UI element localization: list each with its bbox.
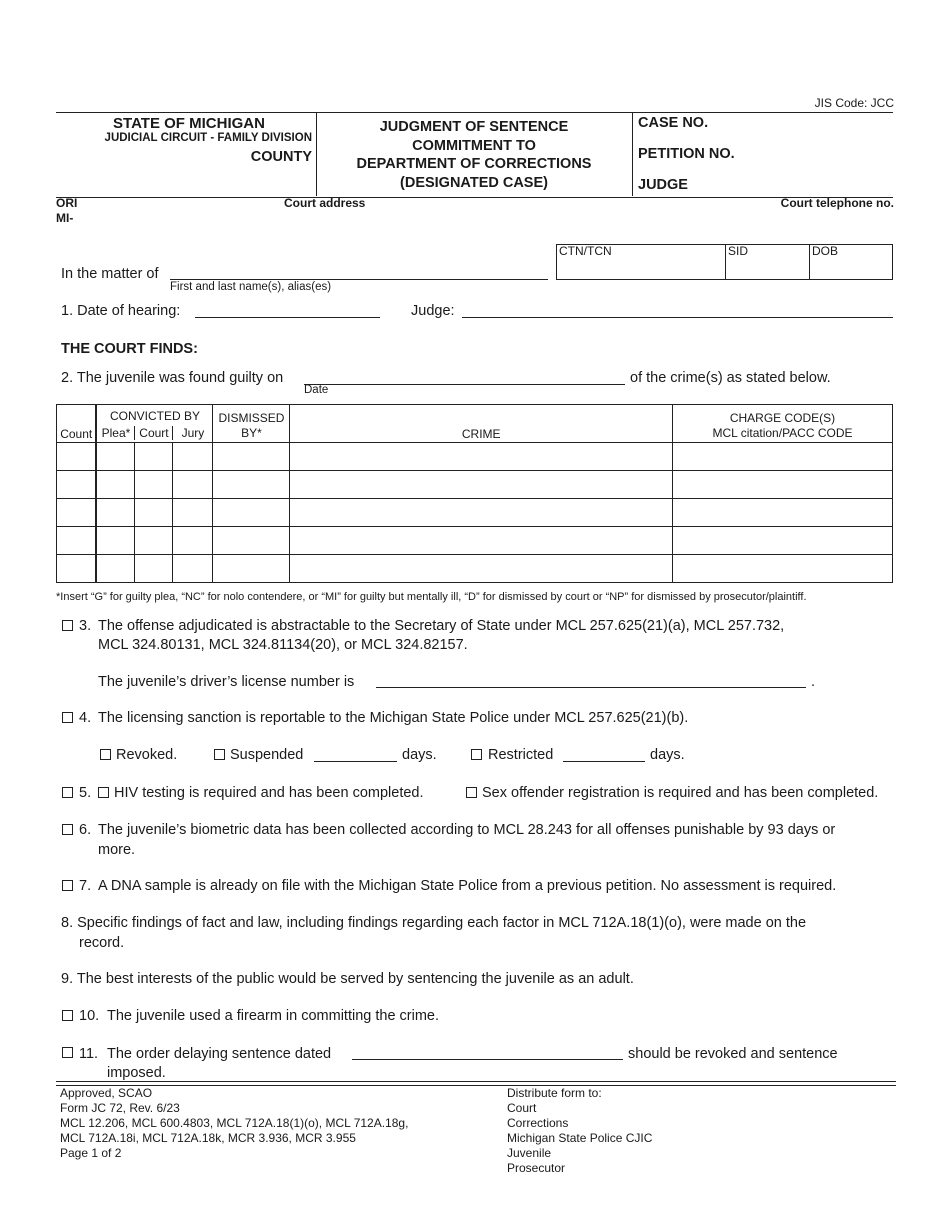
cell-count[interactable]: [57, 527, 97, 555]
cell-crime[interactable]: [290, 471, 673, 499]
id-divider-1: [725, 244, 726, 280]
mcl-citations-2: MCL 712A.18i, MCL 712A.18k, MCR 3.936, MCR 3.955: [60, 1131, 356, 1145]
distribute-juvenile: Juvenile: [507, 1146, 552, 1160]
restricted-checkbox[interactable]: [471, 749, 482, 760]
cell-jury[interactable]: [172, 499, 213, 527]
cell-court[interactable]: [134, 471, 172, 499]
mcl-citation-label: MCL citation/PACC CODE: [712, 426, 853, 440]
cell-court[interactable]: [134, 499, 172, 527]
petition-no-label: PETITION NO.: [638, 146, 735, 162]
form-title: [316, 118, 632, 192]
item11-line2: imposed.: [107, 1065, 166, 1081]
cell-court[interactable]: [134, 555, 172, 583]
cell-charge-code[interactable]: [673, 443, 893, 471]
table-row: [57, 471, 893, 499]
title-line-1: JUDGMENT OF SENTENCE: [379, 119, 569, 135]
convicted-by-subheaders: [97, 426, 212, 440]
item10-text: The juvenile used a firearm in committing the crime.: [107, 1008, 440, 1024]
item6-line1: The juvenile’s biometric data has been collected according to MCL 28.243 for all offenses punishable by 93 days or: [98, 822, 836, 838]
approved-label: Approved, SCAO: [60, 1086, 153, 1100]
matter-sublabel: First and last name(s), alias(es): [170, 281, 332, 293]
ctn-label: CTN/TCN: [559, 244, 612, 258]
item3-line1: The offense adjudicated is abstractable to the Secretary of State under MCL 257.625(21)(a), MCL 257.732,: [98, 618, 785, 634]
item5-num: 5.: [79, 785, 92, 801]
item11-suffix: should be revoked and sentence: [628, 1046, 838, 1062]
header-divider-2: [632, 112, 633, 196]
court-address-label: Court address: [284, 196, 366, 210]
matter-label: In the matter of: [61, 266, 159, 282]
item9-text: 9. The best interests of the public would be served by sentencing the juvenile as an adult.: [61, 971, 634, 987]
item2-suffix: of the crime(s) as stated below.: [630, 370, 831, 386]
mi-label: MI-: [56, 211, 74, 225]
convicted-by-label: CONVICTED BY: [109, 409, 200, 423]
license-number-field[interactable]: [376, 687, 806, 688]
hiv-checkbox[interactable]: [98, 787, 109, 798]
form-number: Form JC 72, Rev. 6/23: [60, 1101, 180, 1115]
crime-table: [56, 404, 893, 583]
item7-text: A DNA sample is already on file with the Michigan State Police from a previous petition. No assessment is required.: [98, 878, 837, 894]
item4-num: 4.: [79, 710, 92, 726]
item11-prefix: The order delaying sentence dated: [107, 1046, 332, 1062]
header-count: Count: [57, 405, 97, 443]
cell-court[interactable]: [134, 443, 172, 471]
charge-code-label: CHARGE CODE(S): [729, 411, 836, 425]
suspended-days-field[interactable]: [314, 761, 397, 762]
distribute-prosecutor: Prosecutor: [507, 1161, 566, 1175]
item6-line2: more.: [98, 842, 136, 858]
cell-crime[interactable]: [290, 555, 673, 583]
item8-line1: 8. Specific findings of fact and law, including findings regarding each factor in MCL 712A.18(1)(o), were made on the: [61, 915, 807, 931]
guilty-date-label: Date: [304, 384, 329, 396]
item10-checkbox[interactable]: [62, 1010, 73, 1021]
item11-num: 11.: [79, 1046, 99, 1062]
license-period: .: [811, 674, 816, 690]
case-no-label: CASE NO.: [638, 115, 709, 131]
cell-plea[interactable]: [96, 499, 134, 527]
sid-label: SID: [728, 244, 749, 258]
header-crime: CRIME: [290, 405, 673, 443]
suspended-checkbox[interactable]: [214, 749, 225, 760]
header-plea: Plea*: [97, 426, 135, 440]
delay-order-date-field[interactable]: [352, 1059, 623, 1060]
table-row: [57, 443, 893, 471]
suspended-days-label: days.: [402, 747, 437, 763]
ori-label: ORI: [56, 196, 78, 210]
distribute-msp: Michigan State Police CJIC: [507, 1131, 653, 1145]
item6-num: 6.: [79, 822, 92, 838]
table-row: [57, 527, 893, 555]
cell-charge-code[interactable]: [673, 471, 893, 499]
item10-num: 10.: [79, 1008, 100, 1024]
item6-checkbox[interactable]: [62, 824, 73, 835]
cell-count[interactable]: [57, 471, 97, 499]
revoked-label: Revoked.: [116, 747, 178, 763]
title-line-4: (DESIGNATED CASE): [400, 174, 548, 191]
county-label: COUNTY: [250, 149, 312, 165]
item3-line2: MCL 324.80131, MCL 324.81134(20), or MCL 324.82157.: [98, 637, 468, 653]
hearing-date-field[interactable]: [195, 317, 380, 318]
hearing-label: 1. Date of hearing:: [61, 303, 181, 319]
table-row: [57, 499, 893, 527]
matter-name-field[interactable]: [170, 279, 548, 280]
sex-offender-label: Sex offender registration is required and has been completed.: [482, 785, 879, 801]
cell-jury[interactable]: [172, 555, 213, 583]
distribute-court: Court: [507, 1101, 537, 1115]
cell-dismissed[interactable]: [213, 527, 290, 555]
restricted-days-field[interactable]: [563, 761, 645, 762]
restricted-label: Restricted: [488, 747, 554, 763]
item7-checkbox[interactable]: [62, 880, 73, 891]
cell-count[interactable]: [57, 499, 97, 527]
item11-checkbox[interactable]: [62, 1047, 73, 1058]
hiv-label: HIV testing is required and has been completed.: [114, 785, 424, 801]
cell-dismissed[interactable]: [213, 555, 290, 583]
distribute-label: Distribute form to:: [507, 1086, 602, 1100]
sex-offender-checkbox[interactable]: [466, 787, 477, 798]
distribute-corrections: Corrections: [507, 1116, 569, 1130]
circuit-label: JUDICIAL CIRCUIT - FAMILY DIVISION: [104, 132, 312, 144]
jis-code: JIS Code: JCC: [814, 96, 894, 110]
hearing-judge-label: Judge:: [411, 303, 455, 319]
suspended-label: Suspended: [230, 747, 304, 763]
revoked-checkbox[interactable]: [100, 749, 111, 760]
item5-checkbox[interactable]: [62, 787, 73, 798]
cell-charge-code[interactable]: [673, 555, 893, 583]
restricted-days-label: days.: [650, 747, 685, 763]
cell-plea[interactable]: [96, 555, 134, 583]
cell-crime[interactable]: [290, 527, 673, 555]
header-jury: Jury: [181, 426, 205, 440]
footer-right: [507, 1086, 652, 1176]
state-name: STATE OF MICHIGAN: [113, 115, 265, 132]
table-row: [57, 555, 893, 583]
id-divider-2: [809, 244, 810, 280]
page-number: Page 1 of 2: [60, 1146, 122, 1160]
item4-checkbox[interactable]: [62, 712, 73, 723]
item3-num: 3.: [79, 618, 92, 634]
cell-plea[interactable]: [96, 443, 134, 471]
cell-plea[interactable]: [96, 527, 134, 555]
item2-prefix: 2. The juvenile was found guilty on: [61, 370, 284, 386]
header-charge-code: [673, 405, 893, 443]
title-line-2: COMMITMENT TO: [412, 137, 536, 154]
cell-charge-code[interactable]: [673, 499, 893, 527]
table-footnote: *Insert “G” for guilty plea, “NC” for nolo contendere, or “MI” for guilty but mentally ill, “D” for dismissed by court or “NP” for dismissed by prosecutor/plaintiff.: [56, 591, 807, 603]
cell-dismissed[interactable]: [213, 471, 290, 499]
hearing-judge-field[interactable]: [462, 317, 893, 318]
dob-label: DOB: [812, 244, 839, 258]
item3-checkbox[interactable]: [62, 620, 73, 631]
cell-jury[interactable]: [172, 527, 213, 555]
footer-left: [60, 1086, 408, 1161]
court-finds-heading: THE COURT FINDS:: [61, 341, 198, 357]
mcl-citations-1: MCL 12.206, MCL 600.4803, MCL 712A.18(1)(o), MCL 712A.18g,: [60, 1116, 409, 1130]
cell-crime[interactable]: [290, 499, 673, 527]
header-dismissed-by: DISMISSED BY*: [213, 405, 290, 443]
court-telephone-label: Court telephone no.: [780, 196, 894, 210]
cell-plea[interactable]: [96, 471, 134, 499]
cell-dismissed[interactable]: [213, 443, 290, 471]
license-label: The juvenile’s driver’s license number is: [98, 674, 355, 690]
cell-crime[interactable]: [290, 443, 673, 471]
header-convicted-by: [96, 405, 213, 443]
header-court: Court: [135, 426, 173, 440]
guilty-date-field[interactable]: [304, 384, 625, 385]
title-line-3: DEPARTMENT OF CORRECTIONS: [356, 156, 592, 172]
item8-line2: record.: [79, 935, 125, 951]
cell-jury[interactable]: [172, 471, 213, 499]
cell-charge-code[interactable]: [673, 527, 893, 555]
cell-dismissed[interactable]: [213, 499, 290, 527]
judge-header-label: JUDGE: [638, 177, 688, 193]
cell-court[interactable]: [134, 527, 172, 555]
cell-count[interactable]: [57, 555, 97, 583]
item4-text: The licensing sanction is reportable to the Michigan State Police under MCL 257.625(21)(b).: [98, 710, 689, 726]
cell-jury[interactable]: [172, 443, 213, 471]
item7-num: 7.: [79, 878, 92, 894]
cell-count[interactable]: [57, 443, 97, 471]
